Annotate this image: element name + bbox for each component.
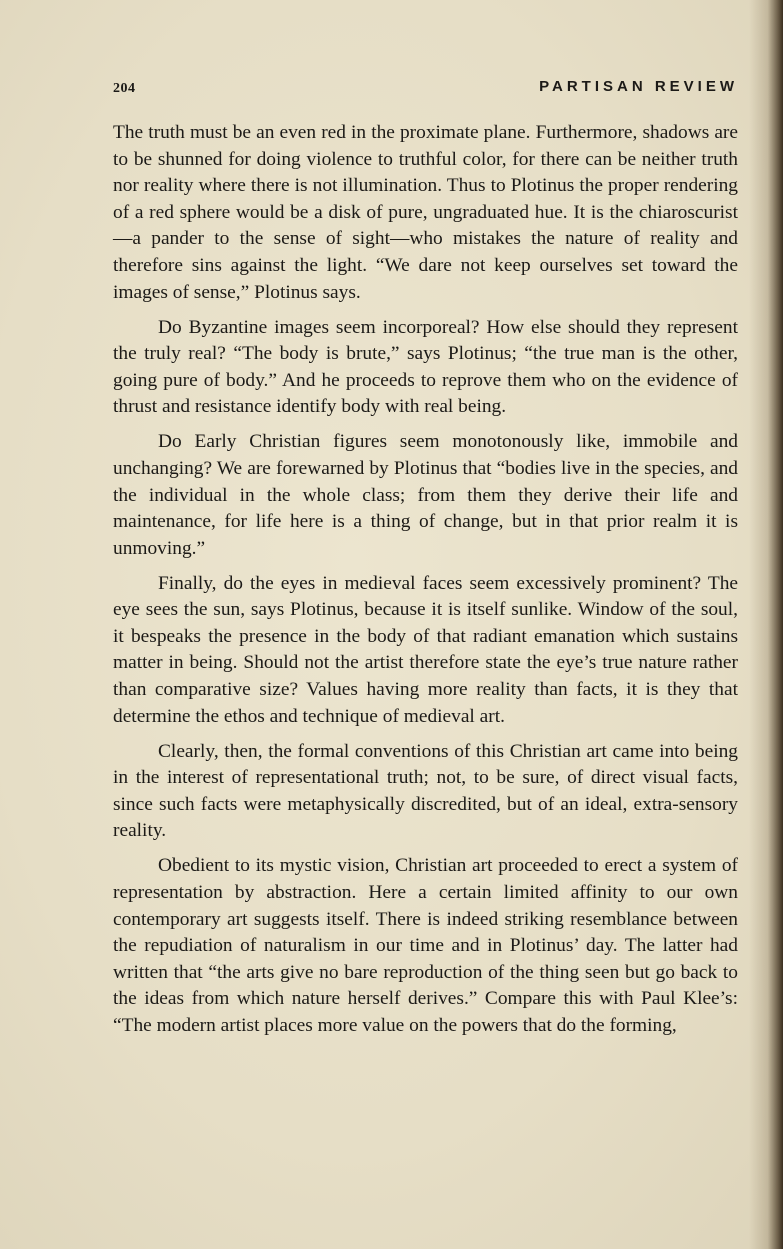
paragraph-4: Finally, do the eyes in medieval faces seem excessively prominent? The eye sees the sun, says Plotinus, because it is itself sunlike. Window of the soul, it bespeaks the presence in the body of that radiant emanation which sustains matter in being. Should not the artist therefore state the eye’s true nature rather than comparative size? Values having more reality than facts, it is they that determine the ethos and technique of medieval art.	[113, 572, 738, 727]
journal-title: PARTISAN REVIEW	[539, 78, 738, 95]
paragraph-1: The truth must be an even red in the proximate plane. Furthermore, shadows are to be shunned for doing violence to truthful color, for there can be neither truth nor reality where there is not illumination. Thus to Plotinus the proper rendering of a red sphere would be a disk of pure, ungraduated hue. It is the chiaroscurist—a pander to the sense of sight—who mistakes the nature of reality and therefore sins against the light. “We dare not keep ourselves set toward the images of sense,” Plotinus says.	[113, 122, 738, 303]
running-head	[113, 78, 738, 104]
binding-shadow	[749, 0, 783, 1249]
paragraph-5: Clearly, then, the formal conventions of this Christian art came into being in the interest of representational truth; not, to be sure, of direct visual facts, since such facts were metaphysically discredited, but of an ideal, extra-sensory reality.	[113, 740, 738, 842]
body-text	[113, 120, 738, 1048]
paragraph-2: Do Byzantine images seem incorporeal? How else should they represent the truly real? “The body is brute,” says Plotinus; “the true man is the other, going pure of body.” And he proceeds to reprove them who on the evidence of thrust and resistance identify body with real being.	[113, 316, 738, 418]
page-number: 204	[113, 81, 136, 96]
paragraph-3: Do Early Christian figures seem monotonously like, immobile and unchanging? We are forewarned by Plotinus that “bodies live in the species, and the individual in the whole class; from them they derive their life and maintenance, for life here is a thing of change, but in that prior realm it is unmoving.”	[113, 431, 738, 559]
paragraph-6: Obedient to its mystic vision, Christian art proceeded to erect a system of representation by abstraction. Here a certain limited affinity to our own contemporary art suggests itself. There is indeed striking resemblance between the repudiation of naturalism in our time and in Plotinus’ day. The latter had written that “the arts give no bare reproduction of the thing seen but go back to the ideas from which nature herself derives.” Compare this with Paul Klee’s: “The modern artist places more value on the powers that do the forming,	[113, 855, 738, 1036]
